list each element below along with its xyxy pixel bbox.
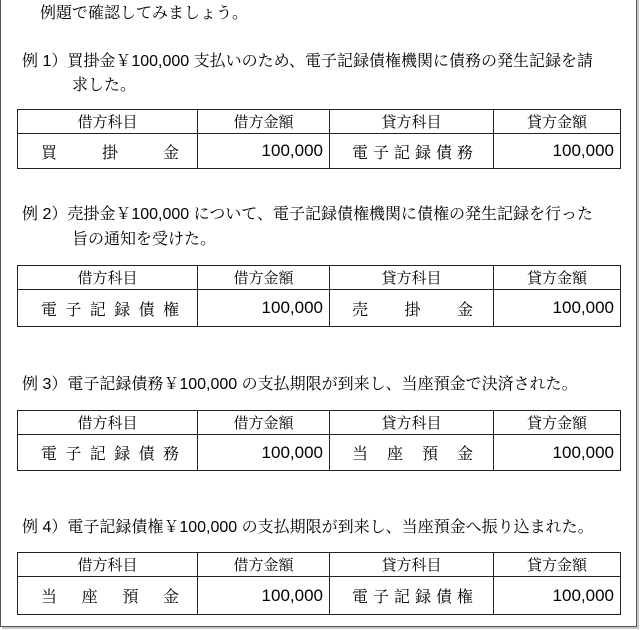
example-3-text-line-1: 例 3）電子記録債務￥100,000 の支払期限が到来し、当座預金で決済された。 xyxy=(22,376,578,393)
account-character: 子 xyxy=(372,589,389,606)
header-debit-amount: 借方金額 xyxy=(198,266,330,290)
header-row xyxy=(18,553,621,577)
header-credit-account: 貸方科目 xyxy=(330,553,494,577)
account-character: 金 xyxy=(162,589,179,606)
debit-amount: 100,000 xyxy=(198,290,330,327)
header-credit-amount: 貸方金額 xyxy=(494,411,621,435)
account-character: 記 xyxy=(89,301,106,319)
account-character: 録 xyxy=(114,446,131,463)
account-character: 電 xyxy=(41,446,58,463)
credit-account xyxy=(352,441,473,464)
header-debit-account: 借方科目 xyxy=(18,266,198,290)
credit-account-cell xyxy=(330,290,494,327)
header-debit-account: 借方科目 xyxy=(18,411,198,435)
example-1-journal-table xyxy=(17,109,621,169)
account-character: 債 xyxy=(435,144,452,162)
entry-row xyxy=(18,134,621,169)
example-3-journal-table xyxy=(17,410,621,471)
header-row xyxy=(18,411,621,435)
example-2-text-line-2: 旨の通知を受けた。 xyxy=(72,231,217,248)
account-character: 債 xyxy=(138,446,155,463)
header-debit-amount: 借方金額 xyxy=(198,553,330,577)
account-character: 債 xyxy=(435,589,452,606)
account-character: 記 xyxy=(393,589,410,606)
account-character: 当 xyxy=(41,589,58,606)
credit-amount: 100,000 xyxy=(494,577,621,615)
header-credit-amount: 貸方金額 xyxy=(494,110,621,134)
debit-account-cell xyxy=(18,290,198,327)
example-1-text-line-1: 例 1）買掛金￥100,000 支払いのため、電子記録債権機関に債務の発生記録を請 xyxy=(22,53,593,70)
debit-account xyxy=(41,140,179,163)
entry-row xyxy=(18,435,621,471)
header-debit-account: 借方科目 xyxy=(18,553,198,577)
entry-row xyxy=(18,577,621,615)
credit-account xyxy=(352,297,473,320)
example-4-journal-table xyxy=(17,552,621,615)
account-character: 子 xyxy=(65,446,82,463)
account-character: 記 xyxy=(393,144,410,162)
entry-row xyxy=(18,290,621,327)
account-character: 座 xyxy=(386,446,403,463)
example-2-text-line-1: 例 2）売掛金￥100,000 について、電子記録債権機関に債権の発生記録を行った xyxy=(22,206,593,223)
account-character: 記 xyxy=(89,446,106,463)
account-character: 掛 xyxy=(101,144,118,162)
account-character: 電 xyxy=(41,301,58,319)
header-credit-amount: 貸方金額 xyxy=(494,553,621,577)
debit-account-cell xyxy=(18,577,198,615)
account-character: 務 xyxy=(456,144,473,162)
header-credit-account: 貸方科目 xyxy=(330,411,494,435)
example-2-journal-table xyxy=(17,265,621,327)
account-character: 買 xyxy=(41,144,58,162)
debit-amount: 100,000 xyxy=(198,435,330,471)
example-1-text-line-2: 求した。 xyxy=(72,77,137,94)
header-credit-amount: 貸方金額 xyxy=(494,266,621,290)
account-character: 権 xyxy=(456,589,473,606)
account-character: 金 xyxy=(456,301,473,319)
credit-account xyxy=(352,140,473,163)
header-row xyxy=(18,110,621,134)
account-character: 録 xyxy=(414,589,431,606)
debit-amount: 100,000 xyxy=(198,577,330,615)
debit-amount: 100,000 xyxy=(198,134,330,169)
account-character: 債 xyxy=(138,301,155,319)
account-character: 当 xyxy=(352,446,369,463)
debit-account xyxy=(41,297,179,320)
account-character: 権 xyxy=(162,301,179,319)
header-credit-account: 貸方科目 xyxy=(330,266,494,290)
header-debit-account: 借方科目 xyxy=(18,110,198,134)
credit-account-cell xyxy=(330,577,494,615)
account-character: 務 xyxy=(162,446,179,463)
account-character: 座 xyxy=(81,589,98,606)
header-row xyxy=(18,266,621,290)
debit-account-cell xyxy=(18,435,198,471)
debit-account-cell xyxy=(18,134,198,169)
account-character: 売 xyxy=(352,301,369,319)
header-credit-account: 貸方科目 xyxy=(330,110,494,134)
account-character: 金 xyxy=(162,144,179,162)
credit-account xyxy=(352,584,473,607)
account-character: 電 xyxy=(352,589,369,606)
account-character: 掛 xyxy=(404,301,421,319)
account-character: 録 xyxy=(114,301,131,319)
header-debit-amount: 借方金額 xyxy=(198,110,330,134)
debit-account xyxy=(41,584,179,607)
account-character: 預 xyxy=(421,446,438,463)
account-character: 録 xyxy=(414,144,431,162)
credit-amount: 100,000 xyxy=(494,134,621,169)
account-character: 子 xyxy=(372,144,389,162)
credit-account-cell xyxy=(330,435,494,471)
credit-account-cell xyxy=(330,134,494,169)
account-character: 金 xyxy=(456,446,473,463)
example-4-text-line-1: 例 4）電子記録債権￥100,000 の支払期限が到来し、当座預金へ振り込まれた。 xyxy=(22,519,594,536)
header-debit-amount: 借方金額 xyxy=(198,411,330,435)
credit-amount: 100,000 xyxy=(494,435,621,471)
debit-account xyxy=(41,441,179,464)
account-character: 預 xyxy=(122,589,139,606)
credit-amount: 100,000 xyxy=(494,290,621,327)
intro-text: 例題で確認してみましょう。 xyxy=(40,5,249,22)
account-character: 電 xyxy=(352,144,369,162)
account-character: 子 xyxy=(65,301,82,319)
